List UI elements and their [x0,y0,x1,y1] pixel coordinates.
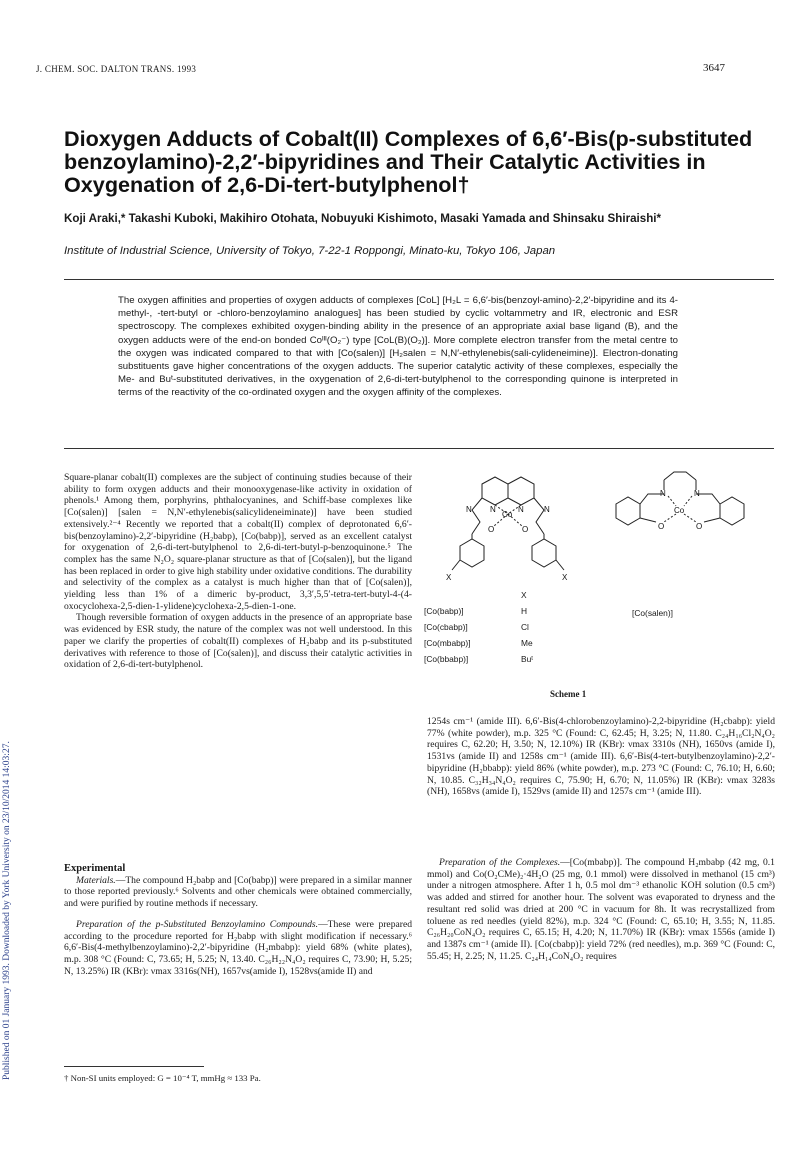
prep-label: Preparation of the p-Substituted Benzoylamino Compounds. [76,918,319,930]
materials-label: Materials. [76,874,116,886]
prep-paragraph [64,919,412,978]
salen-atom-o-right: O [696,522,703,531]
affiliation: Institute of Industrial Science, University of Tokyo, 7-22-1 Roppongi, Minato-ku, Tokyo 106, Japan [64,245,556,257]
atom-n-left: N [490,505,496,514]
salen-co-o-left [664,514,676,522]
pyridine-ring-right [508,477,534,505]
atom-o-right: O [522,525,529,534]
salen-atom-co: Co [674,506,685,515]
experimental-section [64,863,412,977]
x-bond-right [556,560,564,570]
amide-arm-right [534,498,544,534]
right-column-complexes [427,857,775,962]
intro-paragraph-2: Though reversible formation of oxygen adducts in the presence of an appropriate base was evidenced by ESR study, the nature of the complex was not well understood. In this paper we clarify the properties of cobalt(II) complexes of H₂babp and its p-substituted derivatives with reference to those of [Co(salen)], and discuss their catalytic activities in oxidation of 2,6-di-tert-butylphenol. [64,612,412,671]
page-number: 3647 [703,62,725,74]
pyridine-ring-left [482,477,508,505]
phenyl-ring-left [460,539,484,567]
title-rule [64,279,774,280]
atom-x-left: X [446,573,452,582]
complex-label: [Co(mbabp)] [424,638,471,648]
author-list: Koji Araki,* Takashi Kuboki, Makihiro Otohata, Nobuyuki Kishimoto, Masaki Yamada and Shinsaku Shiraishi* [64,212,662,225]
download-side-note[interactable]: Published on 01 January 1993. Downloaded by York University on 23/10/2014 14:03:27. [2,741,12,1080]
complex-label: [Co(bbabp)] [424,654,469,664]
x-bond-left [452,560,460,570]
intro-paragraph-1: Square-planar cobalt(II) complexes are the subject of continuing studies because of their ability to form oxygen adducts and their monooxygenase-like activity in oxidation of phenols.¹ Among them, porphyrins, phthalocyanines, and Schiff-base complexes like [Co(salen)] [salen = N,N′-ethylenebis(salicylideneiminate)] have been studied extensively.²⁻⁴ Recently we reported that a cobalt(II) complex of deprotonated 6,6′-bis(benzoylamino)-2,2′-bipyridine (H₂babp), [Co(babp)], served as an excellent catalyst for oxygenation of 2,6-di-tert-butylphenol to 2,6-di-tert-butyl-p-benzoquinone.⁵ The complex has the same N₂O₂ square-planar structure as that of [Co(salen)], but the ligand has been replaced in order to give high stability under oxidative conditions. The durability and selectivity of the complex as a catalyst is much higher than that of [Co(salen)], yielding less than 1% of a dimeric by-product, 3,3′,5,5′-tetra-tert-butyl-4-(4-oxocyclohexa-2,5-dien-1-ylidene)cyclohexa-2,5-dien-1-one. [64,472,412,612]
salen-atom-o-left: O [658,522,665,531]
complexes-text: —[Co(mbabp)]. The compound H₂mbabp (42 mg, 0.1 mmol) and Co(O₂CMe)₂·4H₂O (25 mg, 0.1 mmol) were dissolved in methanol (15 cm³) under a nitrogen atmosphere. After 1 h, 0.5 mol dm⁻³ ethanolic KOH solution (0.5 cm³) was added and stirred for another hour. The solvent was evaporated to dryness and the resultant red solid was dried at 200 °C in vacuum for 8h. It was recrystallized from toluene as red needles (yield 82%), m.p. 324 °C (Found: C, 65.10; H, 3.55; N, 11.85. C₂₆H₂₀CoN₄O₂ requires C, 65.15; H, 4.20; N, 11.70%) IR (KBr): νmax 1556s (amide I) and 1387s cm⁻¹ (amide II). [Co(cbabp)]: yield 72% (red needles), m.p. 369 °C (Found: C, 55.45; H, 2.25; N, 11.25. C₂₄H₁₄CoN₄O₂ requires [427,857,775,962]
atom-n-right: N [518,505,524,514]
complexes-label: Preparation of the Complexes. [439,857,561,868]
salen-co-o-right [684,514,696,522]
abstract: The oxygen affinities and properties of oxygen adducts of complexes [CoL] [H₂L = 6,6′-bis(benzoyl-amino)-2,2′-bipyridine and its 4-methyl-, -tert-butyl or -chloro-benzoylamino analogues] has been studied by cyclic voltammetry and IR, electronic and ESR spectroscopy. The complexes exhibited oxygen-binding ability in the presence of an appropriate axial base ligand (B), and the oxygen adducts were of the end-on bonded Coᴵᴵᴵ(O₂⁻) type [CoL(B)(O₂)]. More complete electron transfer from the metal centre to the oxygen was indicated compared to that with [Co(salen)] [H₂salen = N,N′-ethylenebis(sali-cylideneimine)]. Electron-donating substituents gave higher concentrations of the oxygen adducts. The superior catalytic activity of these complexes, especially the Me- and Buᵗ-substituted derivatives, in the oxygenation of 2,6-di-tert-butylphenol to the corresponding quinone is interpreted in terms of the reactivity of the co-ordinated oxygen and the oxygen affinity of the complexes. [118,295,678,399]
atom-co: Co [502,510,513,519]
salen-co-n-left [668,496,676,506]
materials-text: —The compound H₂babp and [Co(babp)] were prepared in a similar manner to those reported previously.⁶ Solvents and other chemicals were obtained commercially, and were purified by routine methods if necessary. [64,874,412,910]
materials-paragraph [64,875,412,910]
complex-label: [Co(cbabp)] [424,622,468,632]
atom-x-right: X [562,573,568,582]
substituent-value: Buᵗ [521,654,534,664]
atom-n-amide-right: N [544,505,550,514]
salen-ethylene [664,472,696,480]
substituent-value: Cl [521,622,529,632]
salen-o-bond-left [640,518,656,522]
footnote: † Non-SI units employed: G = 10⁻⁴ T, mmHg ≈ 133 Pa. [64,1073,261,1083]
right-column-characterization [427,716,775,798]
complexes-paragraph [427,857,775,962]
substituent-value: Me [521,638,533,648]
complex-label: [Co(babp)] [424,606,464,616]
abstract-rule [64,448,774,449]
journal-header: J. CHEM. SOC. DALTON TRANS. 1993 [36,64,197,74]
scheme-caption: Scheme 1 [550,689,587,699]
phenyl-ring-right [532,539,556,567]
atom-o-left: O [488,525,495,534]
prep-text: —These were prepared according to the procedure reported for H₂babp with slight modification if necessary.⁶ 6,6′-Bis(4-methylbenzoylamino)-2,2′-bipyridine (H₂mbabp): yield 68% (white plates), m.p. 308 °C (Found: C, 73.65; H, 5.25; N, 13.40. C₂₆H₂₂N₄O₂ requires C, 73.90; H, 5.25; N, 13.25%) IR (KBr): νmax 3316s(NH), 1657vs(amide I), 1528vs(amide II) and [64,918,412,977]
article-title: Dioxygen Adducts of Cobalt(II) Complexes of 6,6′-Bis(p-substituted benzoylamino)-2,2′-bipyridines and Their Catalytic Activities in Oxygenation of 2,6-Di-tert-butylphenol† [64,126,753,197]
x-column-header: X [521,590,527,600]
characterization-paragraph: 1254s cm⁻¹ (amide III). 6,6′-Bis(4-chlorobenzoylamino)-2,2-bipyridine (H₂cbabp): yield 77% (white powder), m.p. 325 °C (Found: C, 62.45; H, 3.25; N, 11.80. C₂₄H₁₆Cl₂N₄O₂ requires C, 62.20; H, 3.50; N, 12.10%) IR (KBr): νmax 3310s (NH), 1650vs (amide I), 1531vs (amide II) and 1258s cm⁻¹ (amide III). 6,6′-Bis(4-tert-butylbenzoylamino)-2,2′-bipyridine (H₂bbabp): yield 86% (white powder), m.p. 273 °C (Found: C, 76.10; H, 6.60; N, 10.85. C₃₂H₃₄N₄O₂ requires C, 75.90; H, 6.70; N, 11.05%) IR (KBr): νmax 3283s (NH), 1658vs (amide I), 1529vs (amide II) and 1257s cm⁻¹ (amide III). [427,716,775,798]
introduction [64,472,412,671]
experimental-heading: Experimental [64,863,126,874]
footnote-rule [64,1066,204,1067]
salen-phenyl-left [616,497,640,525]
salen-co-n-right [684,496,692,506]
salen-atom-n-left: N [660,489,666,498]
amide-arm-left [472,498,482,534]
scheme-1 [420,470,780,700]
salen-o-bond-right [704,518,720,522]
salen-phenyl-right [720,497,744,525]
atom-n-amide-left: N [466,505,472,514]
salen-atom-n-right: N [694,489,700,498]
substituent-value: H [521,606,528,616]
salen-label: [Co(salen)] [632,608,673,618]
